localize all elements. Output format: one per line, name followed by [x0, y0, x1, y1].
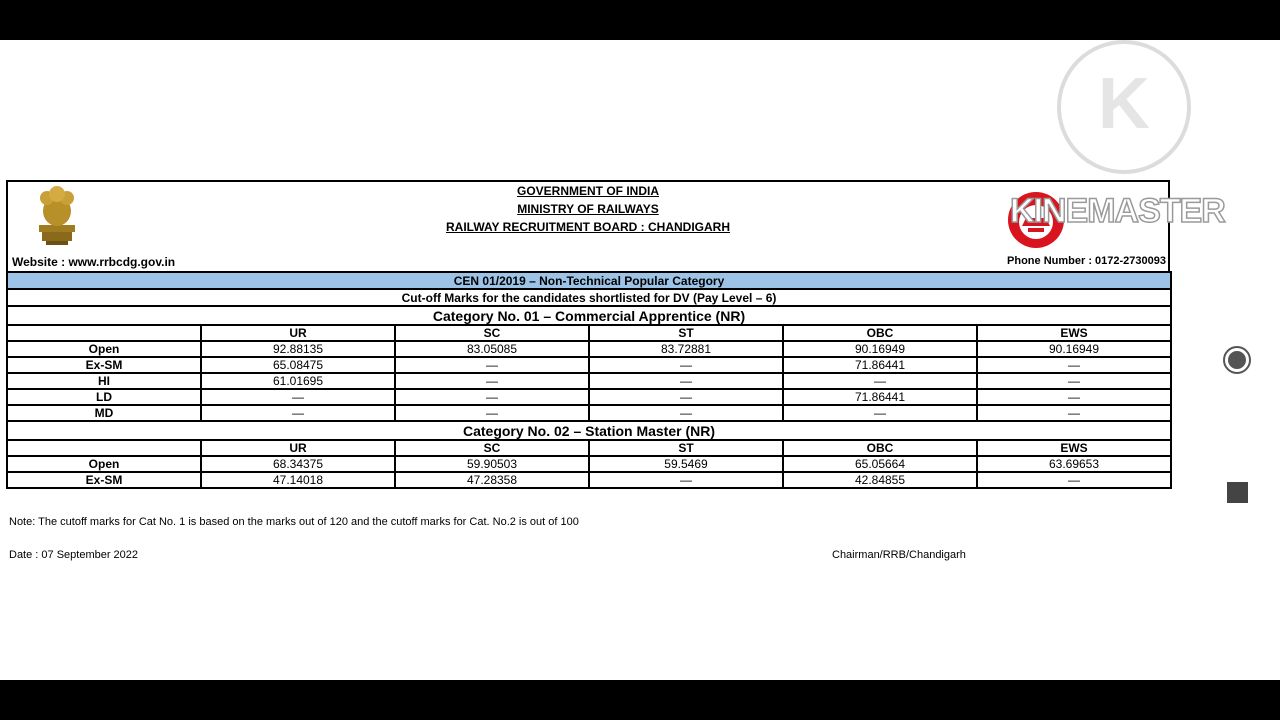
cutoff-value: 65.05664	[783, 456, 977, 472]
cutoff-value: —	[783, 405, 977, 421]
row-label: HI	[7, 373, 201, 389]
cutoff-value: 83.05085	[395, 341, 589, 357]
category-2-body	[7, 440, 1171, 488]
column-header: OBC	[783, 440, 977, 456]
header-ministry: MINISTRY OF RAILWAYS	[517, 202, 659, 216]
table-row	[7, 389, 1171, 405]
cutoff-value: 90.16949	[977, 341, 1171, 357]
cutoff-document	[6, 180, 1170, 489]
kinemaster-watermark-text: KINEMASTER	[1010, 192, 1225, 230]
cutoff-value: —	[589, 472, 783, 488]
row-label: Ex-SM	[7, 472, 201, 488]
cutoff-value: —	[395, 357, 589, 373]
website-text: Website : www.rrbcdg.gov.in	[12, 255, 176, 269]
cutoff-value: —	[783, 373, 977, 389]
cutoff-value: 63.69653	[977, 456, 1171, 472]
cutoff-value: —	[589, 373, 783, 389]
header-government: GOVERNMENT OF INDIA	[516, 184, 659, 198]
column-header: EWS	[977, 325, 1171, 341]
cutoff-value: —	[395, 373, 589, 389]
cutoff-value: —	[589, 389, 783, 405]
document-header	[6, 180, 1170, 271]
cutoff-value: —	[977, 357, 1171, 373]
cutoff-value: 47.14018	[201, 472, 395, 488]
record-icon[interactable]	[1222, 345, 1252, 375]
cutoff-value: —	[589, 405, 783, 421]
column-header: UR	[201, 325, 395, 341]
cutoff-value: 65.08475	[201, 357, 395, 373]
cutoff-value: 83.72881	[589, 341, 783, 357]
cutoff-value: —	[395, 389, 589, 405]
phone-number: Phone Number : 0172-2730093	[1007, 255, 1166, 267]
cutoff-value: —	[977, 472, 1171, 488]
table-row	[7, 341, 1171, 357]
column-header: SC	[395, 440, 589, 456]
column-header: SC	[395, 325, 589, 341]
row-label: Ex-SM	[7, 357, 201, 373]
issue-date: Date : 07 September 2022	[9, 549, 139, 561]
category-1-title: Category No. 01 – Commercial Apprentice (NR)	[7, 306, 1171, 325]
row-label: Open	[7, 341, 201, 357]
cutoff-value: 42.84855	[783, 472, 977, 488]
cutoff-value: —	[589, 357, 783, 373]
footnote: Note: The cutoff marks for Cat No. 1 is based on the marks out of 120 and the cutoff marks for Cat. No.2 is out of 100	[9, 516, 579, 528]
table-row	[7, 405, 1171, 421]
kinemaster-k-icon: K	[1098, 64, 1150, 144]
table-row	[7, 357, 1171, 373]
column-header: ST	[589, 440, 783, 456]
cutoff-value: 61.01695	[201, 373, 395, 389]
cutoff-value: —	[201, 389, 395, 405]
exam-banner: CEN 01/2019 – Non-Technical Popular Category	[7, 272, 1171, 289]
cutoff-value: —	[977, 389, 1171, 405]
cutoff-value: 90.16949	[783, 341, 977, 357]
table-row	[7, 373, 1171, 389]
column-header: OBC	[783, 325, 977, 341]
row-label: Open	[7, 456, 201, 472]
cutoff-value: —	[201, 405, 395, 421]
cutoff-value: 59.5469	[589, 456, 783, 472]
cutoff-value: 68.34375	[201, 456, 395, 472]
row-label: LD	[7, 389, 201, 405]
column-header: ST	[589, 325, 783, 341]
stop-icon[interactable]	[1227, 482, 1248, 503]
cutoff-table	[6, 271, 1172, 489]
header-blank-cell	[7, 325, 201, 341]
cutoff-value: 47.28358	[395, 472, 589, 488]
row-label: MD	[7, 405, 201, 421]
column-header: EWS	[977, 440, 1171, 456]
category-1-body	[7, 325, 1171, 421]
column-header: UR	[201, 440, 395, 456]
header-board: RAILWAY RECRUITMENT BOARD : CHANDIGARH	[445, 220, 730, 234]
table-row	[7, 472, 1171, 488]
cutoff-value: 71.86441	[783, 389, 977, 405]
table-row	[7, 456, 1171, 472]
cutoff-value: —	[977, 373, 1171, 389]
category-2-title: Category No. 02 – Station Master (NR)	[7, 421, 1171, 440]
cutoff-value: —	[395, 405, 589, 421]
cutoff-value: 71.86441	[783, 357, 977, 373]
header-blank-cell	[7, 440, 201, 456]
cutoff-value: 92.88135	[201, 341, 395, 357]
signatory: Chairman/RRB/Chandigarh	[832, 549, 966, 561]
cutoff-value: —	[977, 405, 1171, 421]
subtitle: Cut-off Marks for the candidates shortlisted for DV (Pay Level – 6)	[7, 289, 1171, 306]
cutoff-value: 59.90503	[395, 456, 589, 472]
